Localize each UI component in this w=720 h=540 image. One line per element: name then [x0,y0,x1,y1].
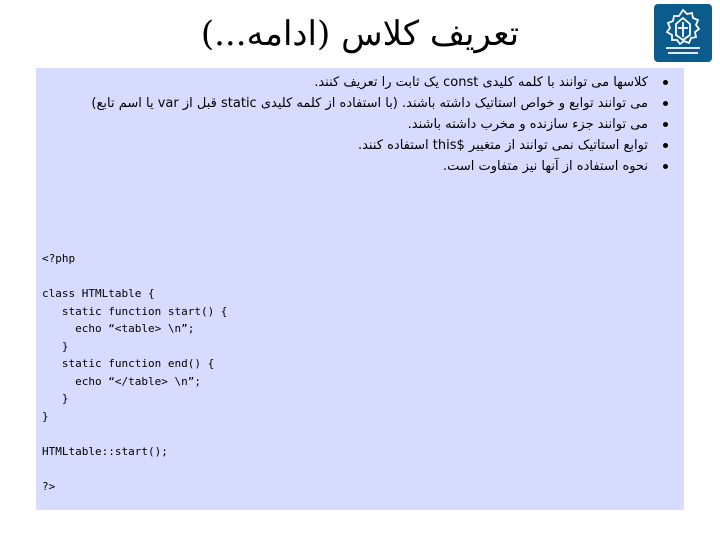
bullet-text: توابع استاتیک نمی توانند از متغییر $this استفاده کنند. [357,138,648,153]
php-code-block [42,250,672,495]
bullet-list [44,72,674,177]
university-logo-icon [654,4,712,62]
bullet-item [44,114,674,135]
content-panel [36,68,684,510]
code-line: class HTMLtable { [42,287,155,300]
code-line: static function start() { [42,304,228,318]
bullet-dot-icon [663,122,668,127]
bullet-item [44,72,674,93]
bullet-item [44,156,674,177]
code-line: } [42,392,69,405]
bullet-text: می توانند توابع و خواص استاتیک داشته باشند. (با استفاده از کلمه کلیدی static قبل از var یا اسم تابع) [91,96,648,111]
code-line: } [42,339,69,353]
logo-emblem [654,4,712,62]
bullet-dot-icon [663,143,668,148]
slide-title: تعریف کلاس (ادامه...) [200,14,520,54]
code-line: } [42,409,49,423]
code-line: HTMLtable::start(); [42,444,168,458]
bullet-dot-icon [663,80,668,85]
bullet-item [44,135,674,156]
code-line: ?> [42,479,56,493]
bullet-dot-icon [663,164,668,169]
code-line: echo “</table> \n”; [42,374,201,388]
bullet-text: می توانند جزء سازنده و مخرب داشته باشند. [407,117,648,132]
bullet-text: نحوه استفاده از آنها نیز متفاوت است. [442,159,648,174]
code-line: <?php [42,252,76,265]
slide-header [0,0,720,68]
bullet-dot-icon [663,101,668,106]
code-line: echo “<table> \n”; [42,322,195,335]
code-line: static function end() { [42,357,215,370]
bullet-text: کلاسها می توانند با کلمه کلیدی const یک ثابت را تعریف کنند. [314,75,648,90]
bullet-item [44,93,674,114]
